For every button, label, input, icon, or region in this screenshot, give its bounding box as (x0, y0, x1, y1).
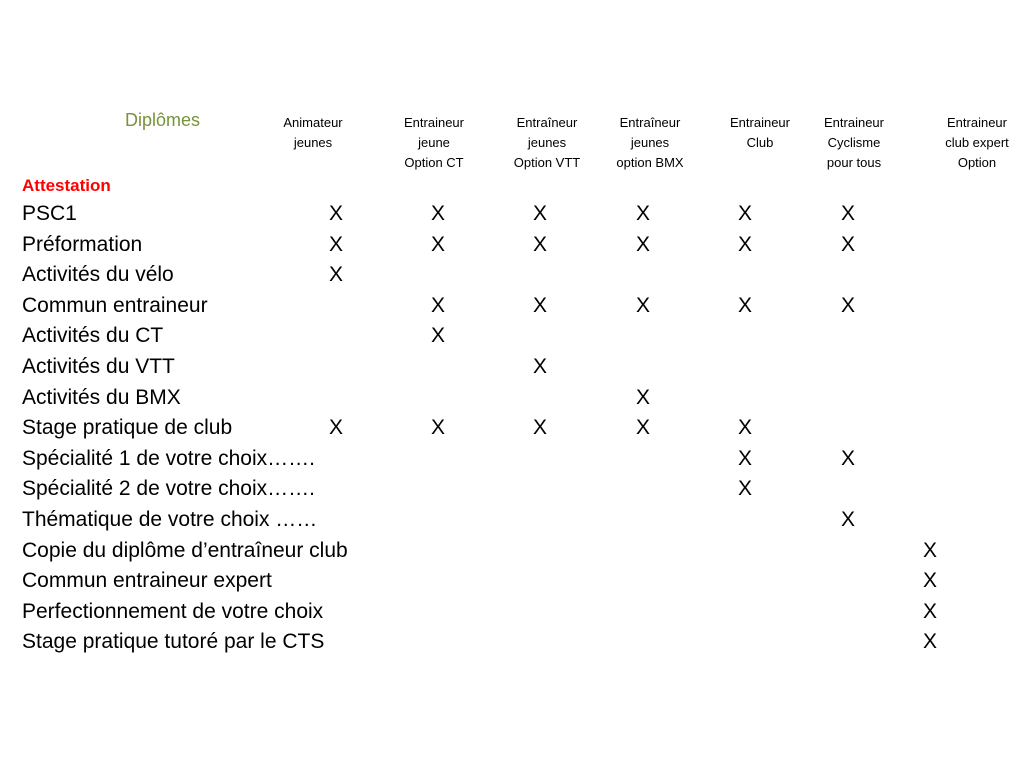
column-header-line: Entraineur (947, 115, 1007, 130)
check-mark: X (328, 202, 343, 225)
check-mark: X (737, 232, 752, 256)
check-mark: X (922, 630, 937, 654)
check-mark: X (430, 416, 445, 440)
column-header-animateur (253, 113, 373, 153)
check-mark: X (840, 202, 855, 225)
row-label: Activités du VTT (22, 355, 175, 378)
check-mark: X (737, 416, 752, 440)
check-mark: X (737, 293, 752, 317)
column-header-line: Entraineur (730, 115, 790, 130)
check-mark: X (840, 293, 855, 317)
check-mark: X (635, 416, 650, 440)
check-mark: X (737, 202, 752, 225)
check-mark: X (430, 232, 445, 256)
column-header-line: Entraîneur (516, 115, 578, 130)
check-mark: X (922, 599, 937, 623)
check-mark: X (635, 202, 650, 225)
row-label: Commun entraineur expert (22, 569, 272, 593)
column-header-line: Option CT (404, 155, 464, 170)
column-header-expert (917, 113, 1024, 173)
column-header-ct (374, 113, 494, 173)
check-mark: X (737, 477, 752, 501)
row-label: Thématique de votre choix …… (22, 508, 318, 531)
table-title: Diplômes (125, 110, 201, 130)
column-header-vtt (487, 113, 607, 173)
column-header-line: Entraineur (824, 115, 884, 130)
check-mark: X (532, 202, 547, 225)
column-header-line: option BMX (616, 155, 684, 170)
row-label: Copie du diplôme d’entraîneur club (22, 538, 348, 562)
row-label: Activités du vélo (22, 263, 174, 287)
column-header-line: pour tous (826, 155, 882, 170)
check-mark: X (328, 416, 343, 440)
row-label: Stage pratique de club (22, 416, 233, 440)
check-mark: X (922, 538, 937, 562)
row-label: PSC1 (22, 202, 77, 225)
column-header-line: Entraîneur (619, 115, 681, 130)
row-label: Activités du BMX (22, 385, 181, 409)
column-header-line: Entraineur (404, 115, 464, 130)
check-mark: X (430, 324, 445, 348)
column-header-line: Option (957, 155, 997, 170)
check-mark: X (532, 293, 547, 317)
row-label: Stage pratique tutoré par le CTS (22, 630, 325, 654)
row-label: Perfectionnement de votre choix (22, 599, 324, 623)
check-mark: X (532, 416, 547, 440)
column-header-line: Animateur (283, 115, 343, 130)
row-label: Commun entraineur (22, 293, 208, 317)
column-header-line: Cyclisme (827, 135, 881, 150)
row-label: Préformation (22, 232, 143, 256)
check-mark: X (532, 355, 547, 378)
check-mark: X (840, 508, 855, 531)
check-mark: X (635, 293, 650, 317)
column-header-line: club expert (945, 135, 1009, 150)
row-label: Activités du CT (22, 324, 164, 348)
check-mark: X (635, 385, 650, 409)
check-mark: X (328, 263, 343, 287)
column-header-line: Option VTT (513, 155, 581, 170)
check-mark: X (635, 232, 650, 256)
column-header-line: jeunes (527, 135, 567, 150)
column-header-line: jeunes (293, 135, 333, 150)
check-mark: X (430, 202, 445, 225)
check-mark: X (922, 569, 937, 593)
row-label: Spécialité 1 de votre choix……. (22, 446, 315, 470)
column-header-cyclisme (794, 113, 914, 173)
check-mark: X (737, 446, 752, 470)
check-mark: X (532, 232, 547, 256)
column-header-line: jeunes (630, 135, 670, 150)
check-mark: X (840, 232, 855, 256)
row-label: Spécialité 2 de votre choix……. (22, 477, 315, 501)
column-header-line: Club (746, 135, 774, 150)
column-header-bmx (590, 113, 710, 173)
check-mark: X (430, 293, 445, 317)
check-mark: X (840, 446, 855, 470)
attestation-label: Attestation (22, 176, 111, 195)
check-mark: X (328, 232, 343, 256)
column-header-line: jeune (418, 135, 450, 150)
